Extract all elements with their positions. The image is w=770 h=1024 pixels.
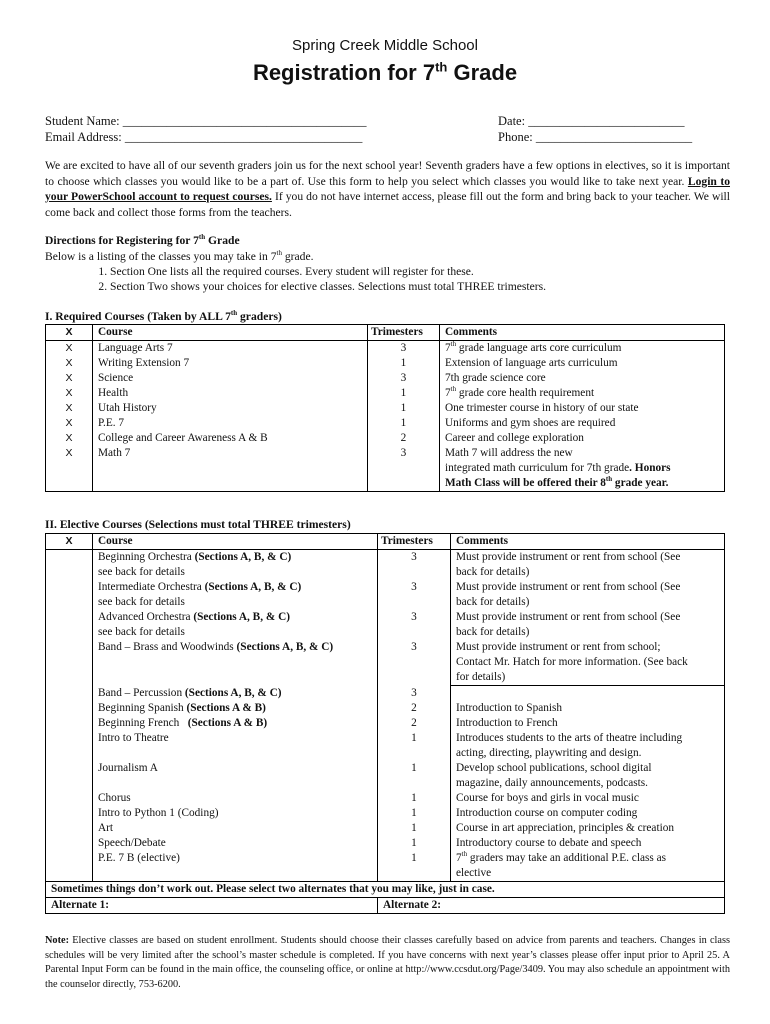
- comment: Uniforms and gym shoes are required: [440, 416, 725, 431]
- course-name: Science: [93, 371, 368, 386]
- table-row: [46, 341, 725, 357]
- directions-body: Below is a listing of the classes you may take in 7th grade. 1. Section One lists all the required courses. Every student will register for these. 2. Section Two shows your choices for elective classes. Selections must total THREE trimesters.: [45, 249, 735, 294]
- student-fields: [45, 113, 367, 145]
- table-row: Must provide instrument or rent from school; Contact Mr. Hatch for more information. (See back for details): [46, 640, 725, 686]
- elective-courses-table: [45, 533, 725, 914]
- check-mark[interactable]: X: [46, 401, 93, 416]
- required-courses-table: [45, 324, 725, 492]
- trimesters: 3: [368, 341, 440, 357]
- trimesters: 1: [368, 416, 440, 431]
- trimesters: 2: [368, 431, 440, 446]
- school-name: Spring Creek Middle School: [292, 37, 478, 54]
- table-row: P.E. 7 B (elective) 1 7th graders may take an additional P.E. class as elective: [46, 851, 725, 882]
- table-row: Beginning Orchestra (Sections A, B, & C) see back for details Intermediate Orchestra (Sections A, B, & C) see back for details Advanced Orchestra (Sections A, B, & C) see back for details Band – Brass and Woodwinds (Sections A, B, & C) 3 3 3 3 Must provide instrument or rent from school (See back for details): [46, 550, 725, 581]
- directions-heading: Directions for Registering for 7th Grade: [45, 233, 240, 247]
- table-header-row: X Course Trimesters Comments: [46, 534, 725, 550]
- table-row: Band – Percussion (Sections A, B, & C) 3: [46, 686, 725, 701]
- trimesters: 1: [368, 401, 440, 416]
- course-name: Language Arts 7: [93, 341, 368, 357]
- direction-item: 2. Section Two shows your choices for elective classes. Selections must total THREE trimesters.: [110, 279, 735, 294]
- comment: One trimester course in history of our state: [440, 401, 725, 416]
- alternates-row: [46, 897, 725, 913]
- direction-item: 1. Section One lists all the required courses. Every student will register for these.: [110, 264, 735, 279]
- table-row: Must provide instrument or rent from school (See back for details): [46, 580, 725, 610]
- page-title: Registration for 7th Grade: [252, 59, 518, 85]
- check-mark[interactable]: X: [46, 386, 93, 401]
- table-row: Beginning French (Sections A & B) 2 Introduction to French: [46, 716, 725, 731]
- comment: 7th grade language arts core curriculum: [440, 341, 725, 357]
- comment: 7th grade science core: [440, 371, 725, 386]
- check-mark[interactable]: X: [46, 356, 93, 371]
- check-mark[interactable]: X: [46, 416, 93, 431]
- course-name: Health: [93, 386, 368, 401]
- table-header-row: X Course Trimesters Comments: [46, 325, 725, 341]
- comment: Career and college exploration: [440, 431, 725, 446]
- trimesters: 3: [368, 371, 440, 386]
- course-name: Writing Extension 7: [93, 356, 368, 371]
- required-rows: [46, 341, 725, 447]
- phone-field[interactable]: Phone: _________________________: [498, 130, 693, 144]
- email-field[interactable]: Email Address: ______________________________________: [45, 130, 363, 144]
- alternate-2-field[interactable]: Alternate 2:: [378, 897, 725, 913]
- table-row: [46, 431, 725, 446]
- table-row: Intro to Theatre 1 Introduces students to the arts of theatre including acting, directing, playwriting and design.: [46, 731, 725, 761]
- powerschool-link[interactable]: Login to your PowerSchool account to request courses.: [45, 174, 730, 203]
- table-row: X Math 7 3 Math 7 will address the new integrated math curriculum for 7th grade. Honors Math Class will be offered their 8th grade year.: [46, 446, 725, 492]
- table-row: Intro to Python 1 (Coding) 1 Introduction course on computer coding: [46, 806, 725, 821]
- elective-heading: II. Elective Courses (Selections must total THREE trimesters): [45, 518, 351, 531]
- trimesters: 1: [368, 356, 440, 371]
- table-row: [46, 371, 725, 386]
- table-row: Art 1 Course in art appreciation, principles & creation: [46, 821, 725, 836]
- table-row: Speech/Debate 1 Introductory course to debate and speech: [46, 836, 725, 851]
- note-paragraph: Note: Elective classes are based on student enrollment. Students should choose their classes carefully based on advice from parents and teachers. Changes in class schedules will be very limited after the school’s master schedule is completed. If you have concerns with next year’s classes please offer input prior to April 25. A Parental Input Form can be found in the main office, the counseling office, or online at http://www.ccsdut.org/Page/3409. You may also schedule an appointment with the counselor directly, 753-6200.: [45, 935, 730, 990]
- date-field[interactable]: Date: _________________________: [498, 114, 685, 128]
- selection-column[interactable]: [46, 550, 93, 882]
- comment: 7th grade core health requirement: [440, 386, 725, 401]
- trimesters: 1: [368, 386, 440, 401]
- date-phone-fields: [498, 113, 692, 145]
- course-name: Utah History: [93, 401, 368, 416]
- alternate-1-field[interactable]: Alternate 1:: [46, 897, 378, 913]
- check-mark[interactable]: X: [46, 371, 93, 386]
- comment: Extension of language arts curriculum: [440, 356, 725, 371]
- table-row: [46, 401, 725, 416]
- table-row: [46, 356, 725, 371]
- table-row: [46, 416, 725, 431]
- check-mark[interactable]: X: [46, 341, 93, 357]
- course-name: P.E. 7: [93, 416, 368, 431]
- course-name: College and Career Awareness A & B: [93, 431, 368, 446]
- table-row: [46, 386, 725, 401]
- check-mark[interactable]: X: [46, 431, 93, 446]
- table-row: Journalism A 1 Develop school publications, school digital magazine, daily announcements, podcasts.: [46, 761, 725, 791]
- intro-paragraph: We are excited to have all of our seventh graders join us for the next school year! Seventh graders have a few options in electives, so it is important to choose which classes you would like to be a part of. Use this form to help you select which classes you would like to take next year. Login to your PowerSchool account to request courses. If you do not have internet access, please fill out the form and bring back to your teacher. We will come back and collect those forms from the teachers.: [45, 159, 730, 219]
- table-row: Chorus 1 Course for boys and girls in vocal music: [46, 791, 725, 806]
- alternates-message-row: Sometimes things don’t work out. Please select two alternates that you may like, just in case.: [46, 881, 725, 897]
- table-row: Must provide instrument or rent from school (See back for details): [46, 610, 725, 640]
- table-row: Beginning Spanish (Sections A & B) 2 Introduction to Spanish: [46, 701, 725, 716]
- student-name-field[interactable]: Student Name: _______________________________________: [45, 114, 367, 128]
- required-heading: I. Required Courses (Taken by ALL 7th graders): [45, 309, 282, 323]
